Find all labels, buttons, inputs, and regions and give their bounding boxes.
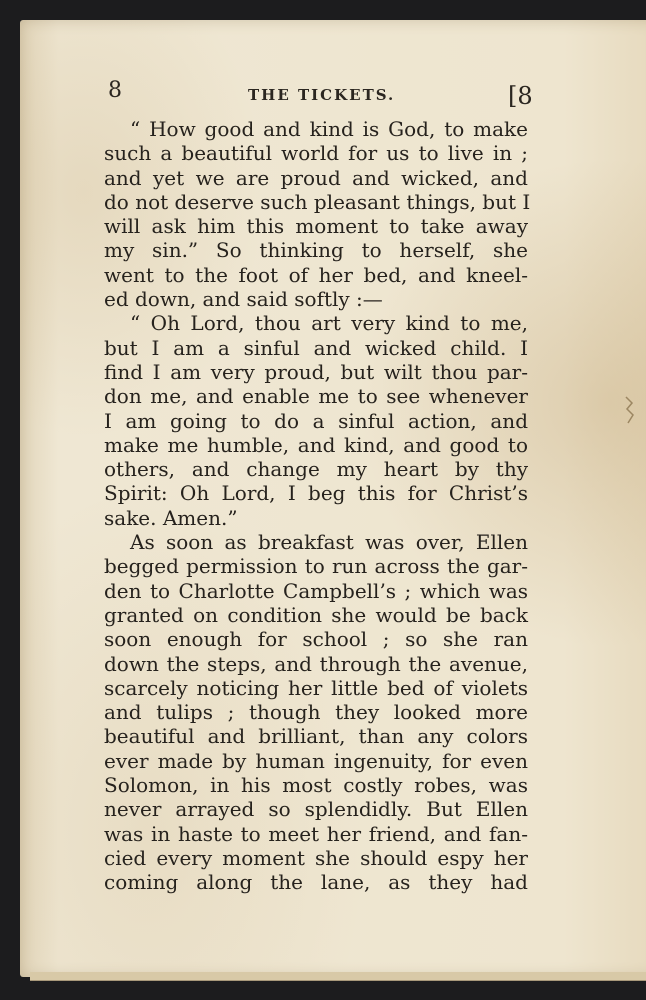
text-line: but I am a sinful and wicked child. I: [104, 335, 528, 360]
text-line: Spirit: Oh Lord, I beg this for Christ’s: [104, 481, 528, 506]
text-line: cied every moment she should espy her: [104, 845, 528, 870]
text-line: soon enough for school ; so she ran: [104, 627, 528, 652]
text-line: granted on condition she would be back: [104, 602, 528, 627]
text-line: scarcely noticing her little bed of violets: [104, 675, 528, 700]
text-line: beautiful and brilliant, than any colors: [104, 724, 528, 749]
text-line: ever made by human ingenuity, for even: [104, 748, 528, 773]
text-line: such a beautiful world for us to live in ;: [104, 141, 528, 166]
page-header: [0, 78, 646, 108]
text-line: do not deserve such pleasant things, but I: [104, 189, 531, 214]
text-line: make me humble, and kind, and good to: [104, 432, 528, 457]
text-line: will ask him this moment to take away: [104, 214, 528, 239]
text-line: ed down, and said softly :—: [104, 287, 383, 312]
text-line: don me, and enable me to see whenever: [104, 384, 528, 409]
text-line: “ Oh Lord, thou art very kind to me,: [130, 311, 528, 336]
text-line: was in haste to meet her friend, and fan-: [104, 821, 528, 846]
text-line: down the steps, and through the avenue,: [104, 651, 528, 676]
text-line: I am going to do a sinful action, and: [104, 408, 528, 433]
text-line: and yet we are proud and wicked, and: [104, 165, 528, 190]
text-line: find I am very proud, but wilt thou par-: [104, 359, 528, 384]
text-line: and tulips ; though they looked more: [104, 700, 528, 725]
signature-mark: [8: [508, 82, 533, 110]
text-line: Solomon, in his most costly robes, was: [104, 773, 528, 798]
text-line: As soon as breakfast was over, Ellen: [130, 530, 528, 555]
page-number: 8: [108, 78, 122, 103]
text-line: never arrayed so splendidly. But Ellen: [104, 797, 528, 822]
text-line: den to Charlotte Campbell’s ; which was: [104, 578, 528, 603]
page-bottom-edge: [30, 972, 646, 981]
text-line: my sin.” So thinking to herself, she: [104, 238, 528, 263]
text-line: begged permission to run across the gar-: [104, 554, 528, 579]
text-line: others, and change my heart by thy: [104, 457, 528, 482]
text-line: coming along the lane, as they had: [104, 870, 528, 895]
body-text: [104, 117, 531, 895]
text-line: “ How good and kind is God, to make: [130, 117, 528, 141]
tear-fibers-icon: [624, 395, 638, 425]
text-line: went to the foot of her bed, and kneel-: [104, 262, 528, 287]
running-title: THE TICKETS.: [248, 86, 396, 104]
text-line: sake. Amen.”: [104, 505, 238, 530]
torn-spine-mark: [624, 395, 638, 425]
